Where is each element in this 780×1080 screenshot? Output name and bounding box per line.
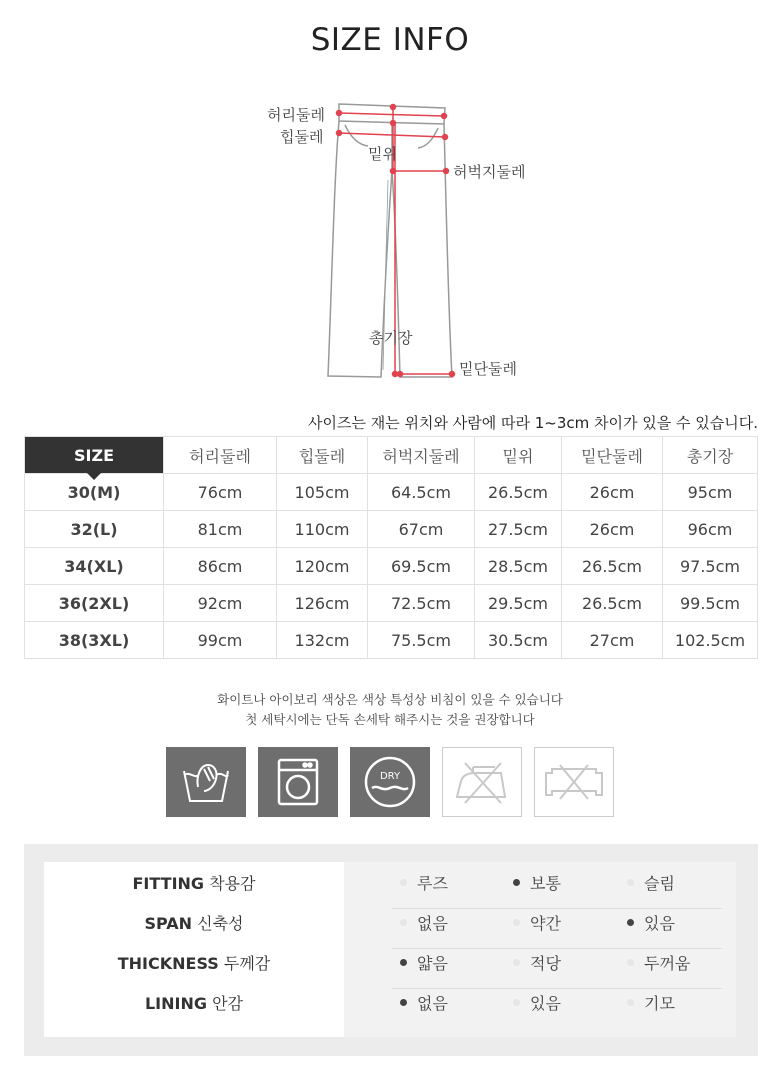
fitting-option xyxy=(513,904,561,944)
measure-note: 사이즈는 재는 위치와 사람에 따라 1~3cm 차이가 있을 수 있습니다. xyxy=(308,414,758,432)
table-cell: 30.5cm xyxy=(475,622,562,659)
table-cell: 102.5cm xyxy=(663,622,758,659)
hand-wash-icon xyxy=(166,747,246,817)
table-cell: 26.5cm xyxy=(562,548,663,585)
selected-dot-icon xyxy=(400,959,407,966)
fitting-option xyxy=(627,904,675,944)
fitting-option-label: 루즈 xyxy=(417,874,448,893)
no-iron-icon xyxy=(442,747,522,817)
table-cell: 26cm xyxy=(562,511,663,548)
fitting-option-label: 없음 xyxy=(417,994,448,1013)
unselected-dot-icon xyxy=(513,959,520,966)
fitting-option-label: 없음 xyxy=(417,914,448,933)
table-cell: 29.5cm xyxy=(475,585,562,622)
fitting-label-en: LINING xyxy=(144,994,207,1013)
unselected-dot-icon xyxy=(513,999,520,1006)
table-cell: 64.5cm xyxy=(368,474,475,511)
table-cell: 99cm xyxy=(164,622,277,659)
table-header-cell: 밑단둘레 xyxy=(562,437,663,474)
fitting-option-label: 보통 xyxy=(530,874,561,893)
fitting-option-label: 기모 xyxy=(644,994,675,1013)
fitting-label-en: SPAN xyxy=(144,914,193,933)
fitting-row xyxy=(44,864,736,904)
fitting-option-label: 적당 xyxy=(530,954,561,973)
fitting-option xyxy=(400,864,448,904)
table-cell: 72.5cm xyxy=(368,585,475,622)
page-title: SIZE INFO xyxy=(310,22,470,58)
selected-dot-icon xyxy=(627,919,634,926)
selected-dot-icon xyxy=(513,879,520,886)
fitting-option-label: 슬림 xyxy=(644,874,675,893)
table-cell: 86cm xyxy=(164,548,277,585)
fitting-option-label: 얇음 xyxy=(417,954,448,973)
table-row xyxy=(25,474,758,511)
fitting-option xyxy=(627,864,675,904)
table-cell: 30(M) xyxy=(25,474,164,511)
washing-machine-icon xyxy=(258,747,338,817)
table-cell: 126cm xyxy=(277,585,368,622)
table-cell: 76cm xyxy=(164,474,277,511)
table-cell: 69.5cm xyxy=(368,548,475,585)
fitting-option xyxy=(513,864,561,904)
table-cell: 28.5cm xyxy=(475,548,562,585)
table-cell: 110cm xyxy=(277,511,368,548)
fitting-option xyxy=(400,904,448,944)
table-row xyxy=(25,548,758,585)
fitting-label-ko: 두께감 xyxy=(223,954,271,973)
dry-label: DRY xyxy=(379,771,401,782)
fitting-row-label xyxy=(44,984,344,1024)
table-cell: 27.5cm xyxy=(475,511,562,548)
table-cell: 105cm xyxy=(277,474,368,511)
care-icons xyxy=(166,747,614,817)
table-cell: 132cm xyxy=(277,622,368,659)
care-notice xyxy=(0,690,780,730)
table-row xyxy=(25,585,758,622)
unselected-dot-icon xyxy=(513,919,520,926)
table-cell: 34(XL) xyxy=(25,548,164,585)
table-header-cell: SIZE xyxy=(25,437,164,474)
fitting-label-en: THICKNESS xyxy=(117,954,219,973)
table-cell: 120cm xyxy=(277,548,368,585)
care-notice-line: 화이트나 아이보리 색상은 색상 특성상 비침이 있을 수 있습니다 xyxy=(217,692,563,707)
table-cell: 26.5cm xyxy=(475,474,562,511)
unselected-dot-icon xyxy=(627,999,634,1006)
table-cell: 81cm xyxy=(164,511,277,548)
fitting-option-label: 약간 xyxy=(530,914,561,933)
table-row xyxy=(25,622,758,659)
table-header-cell: 힙둘레 xyxy=(277,437,368,474)
table-header-cell: 허벅지둘레 xyxy=(368,437,475,474)
table-cell: 97.5cm xyxy=(663,548,758,585)
fitting-row xyxy=(44,904,736,944)
unselected-dot-icon xyxy=(400,879,407,886)
table-cell: 27cm xyxy=(562,622,663,659)
fitting-option xyxy=(400,984,448,1024)
table-row xyxy=(25,511,758,548)
fitting-label-ko: 신축성 xyxy=(197,914,244,933)
fitting-option xyxy=(513,944,561,984)
fitting-option xyxy=(400,944,448,984)
table-cell: 99.5cm xyxy=(663,585,758,622)
table-cell: 75.5cm xyxy=(368,622,475,659)
table-cell: 26cm xyxy=(562,474,663,511)
fitting-panel xyxy=(24,844,758,1056)
table-cell: 92cm xyxy=(164,585,277,622)
fitting-label-ko: 착용감 xyxy=(209,874,256,893)
no-bleach-icon xyxy=(534,747,614,817)
fitting-row-label xyxy=(44,904,344,944)
table-cell: 36(2XL) xyxy=(25,585,164,622)
fitting-row-label xyxy=(44,864,344,904)
thigh-label: 허벅지둘레 xyxy=(453,163,526,181)
fitting-row xyxy=(44,944,736,984)
table-cell: 67cm xyxy=(368,511,475,548)
hip-label: 힙둘레 xyxy=(280,128,324,146)
rise-label: 밑위 xyxy=(368,145,397,163)
unselected-dot-icon xyxy=(627,879,634,886)
unselected-dot-icon xyxy=(627,959,634,966)
hem-label: 밑단둘레 xyxy=(459,360,517,378)
size-table xyxy=(24,436,758,659)
fitting-table xyxy=(44,862,736,1037)
table-cell: 95cm xyxy=(663,474,758,511)
dry-clean-icon xyxy=(350,747,430,817)
fitting-row xyxy=(44,984,736,1024)
table-header-cell: 허리둘레 xyxy=(164,437,277,474)
fitting-label-ko: 안감 xyxy=(212,994,244,1013)
fitting-option xyxy=(627,944,690,984)
table-cell: 38(3XL) xyxy=(25,622,164,659)
fitting-option-label: 있음 xyxy=(644,914,675,933)
fitting-option xyxy=(513,984,561,1024)
care-notice-line: 첫 세탁시에는 단독 손세탁 해주시는 것을 권장합니다 xyxy=(245,712,535,727)
table-cell: 32(L) xyxy=(25,511,164,548)
table-header-cell: 밑위 xyxy=(475,437,562,474)
table-header-cell: 총기장 xyxy=(663,437,758,474)
table-cell: 96cm xyxy=(663,511,758,548)
fitting-label-en: FITTING xyxy=(132,874,205,893)
waist-label: 허리둘레 xyxy=(267,106,325,124)
fitting-option xyxy=(627,984,675,1024)
length-label: 총기장 xyxy=(369,329,413,347)
fitting-option-label: 있음 xyxy=(530,994,561,1013)
selected-dot-icon xyxy=(400,999,407,1006)
table-header-row xyxy=(25,437,758,474)
table-cell: 26.5cm xyxy=(562,585,663,622)
fitting-row-label xyxy=(44,944,344,984)
unselected-dot-icon xyxy=(400,919,407,926)
fitting-option-label: 두꺼움 xyxy=(644,954,691,973)
